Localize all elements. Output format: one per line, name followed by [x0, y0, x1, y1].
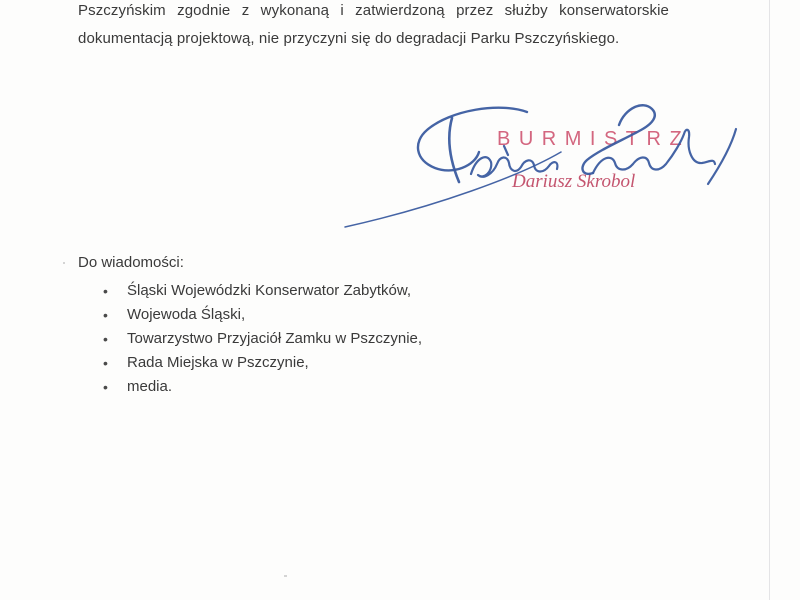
- list-item-label: Śląski Wojewódzki Konserwator Zabytków,: [127, 282, 412, 299]
- bullet-icon: •: [103, 355, 108, 371]
- list-item: [78, 279, 422, 303]
- list-item-label: Rada Miejska w Pszczynie,: [127, 354, 309, 371]
- list-item: [78, 375, 422, 399]
- bullet-icon: •: [103, 283, 108, 299]
- paragraph-line-1: Pszczyńskim zgodnie z wykonaną i zatwierdzoną przez służby konserwatorskie: [78, 2, 669, 19]
- list-item: [78, 303, 422, 327]
- list-item-label: media.: [127, 378, 173, 395]
- list-item: [78, 327, 422, 351]
- bullet-icon: •: [103, 331, 108, 347]
- handwritten-signature-icon: [335, 92, 745, 237]
- distribution-block: [78, 253, 422, 399]
- paragraph-line-2: dokumentacją projektową, nie przyczyni się do degradacji Parku Pszczyńskiego.: [78, 30, 620, 47]
- list-item-label: Wojewoda Śląski,: [127, 306, 246, 323]
- scan-speck: [284, 575, 287, 577]
- distribution-heading: Do wiadomości:: [78, 254, 184, 271]
- bullet-icon: •: [103, 307, 108, 323]
- distribution-list: [78, 279, 422, 399]
- stamp-signer-name: Dariusz Skrobol: [512, 171, 636, 192]
- bullet-icon: •: [103, 379, 108, 395]
- scan-artifact-line: [769, 0, 770, 600]
- stamp-title: BURMISTRZ: [497, 128, 691, 150]
- closing-paragraph: [78, 0, 669, 53]
- scan-speck: [63, 262, 65, 264]
- list-item-label: Towarzystwo Przyjaciół Zamku w Pszczynie,: [127, 330, 423, 347]
- list-item: [78, 351, 422, 375]
